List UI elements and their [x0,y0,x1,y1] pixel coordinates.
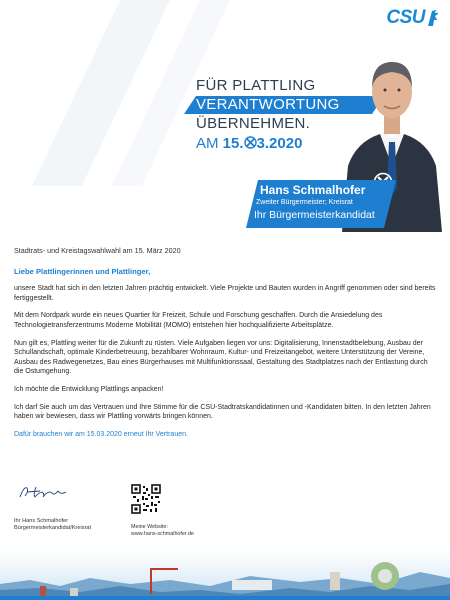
signature-block [14,484,124,532]
slogan-line-1: FÜR PLATTLING [196,77,316,94]
signature-name: Ihr Hans Schmalhofer [14,518,69,524]
candidate-role: Zweiter Bürgermeister; Kreisrat [256,199,353,206]
signature-image [18,484,70,500]
website-block [131,484,231,537]
website-label: Meine Website: [131,524,169,530]
header [0,0,450,232]
logo-text: CSU [386,7,425,28]
election-line: Stadtrats- und Kreistagswahlwahl am 15. März 2020 [14,246,181,255]
date-day: 15. [222,135,244,152]
slogan-line-3: ÜBERNEHMEN. [196,115,311,132]
website-url[interactable]: www.hans-schmalhofer.de [131,530,194,537]
greeting: Liebe Plattlingerinnen und Plattlinger, [14,266,151,276]
paragraph: unsere Stadt hat sich in den letzten Jahren prächtig entwickelt. Viele Projekte und Bauten wurden in Angriff genommen oder sind bereits fertiggestellt. [14,285,436,302]
date-rest: 3.2020 [256,135,303,152]
candidate-nameplate [246,180,396,228]
date-prefix: AM [196,135,219,152]
paragraph: Nun gilt es, Plattling weiter für die Zukunft zu rüsten. Viele Aufgaben liegen vor uns: Digitalisierung, Innenstadtbelebung, Ausbau der Schullandschaft, optimale Kinderbetreuung, bezahlbarer Wohnraum, Kultur- und Freizeitangebot, weitere Unterstützung der Vereine, Ausbau des Radwegenetzes, Bau eines Bürgerhauses mit Multifunktionssaal, Gestaltung des Stadtplatzes nach der Entlastung durch die Ostumgehung. [14,339,428,376]
candidate-title: Ihr Bürgermeisterkandidat [254,209,375,221]
qr-code [131,484,161,514]
slogan-line-2: VERANTWORTUNG [196,96,340,113]
signature-title: Bürgermeisterkandidat/Kreisrat [14,525,92,531]
city-panorama-image [0,550,450,600]
lion-icon [426,8,440,28]
paragraph: Ich möchte die Entwicklung Plattlings anpacken! [14,385,164,393]
closing-line: Dafür brauchen wir am 15.03.2020 erneut Ihr Vertrauen. [14,430,188,438]
csu-logo [386,6,440,30]
paragraph: Mit dem Nordpark wurde ein neues Quartier für Freizeit, Schule und Forschung geschaffen. Durch die Ansiedelung des Technologietransferzentrums Moderne Mobilität (MOMO) entstehen hier hochqualifizierte Arbeitsplätze. [14,312,383,329]
ballot-cross-icon [244,136,257,149]
candidate-name: Hans Schmalhofer [260,183,366,197]
letter-body [14,246,438,439]
paragraph: Ich darf Sie auch um das Vertrauen und Ihre Stimme für die CSU-Stadtratskandidatinnen und -Kandidaten bitten. In den letzten Jahren haben wir bewiesen, dass wir Plattling vorwärts bringen können. [14,403,431,421]
